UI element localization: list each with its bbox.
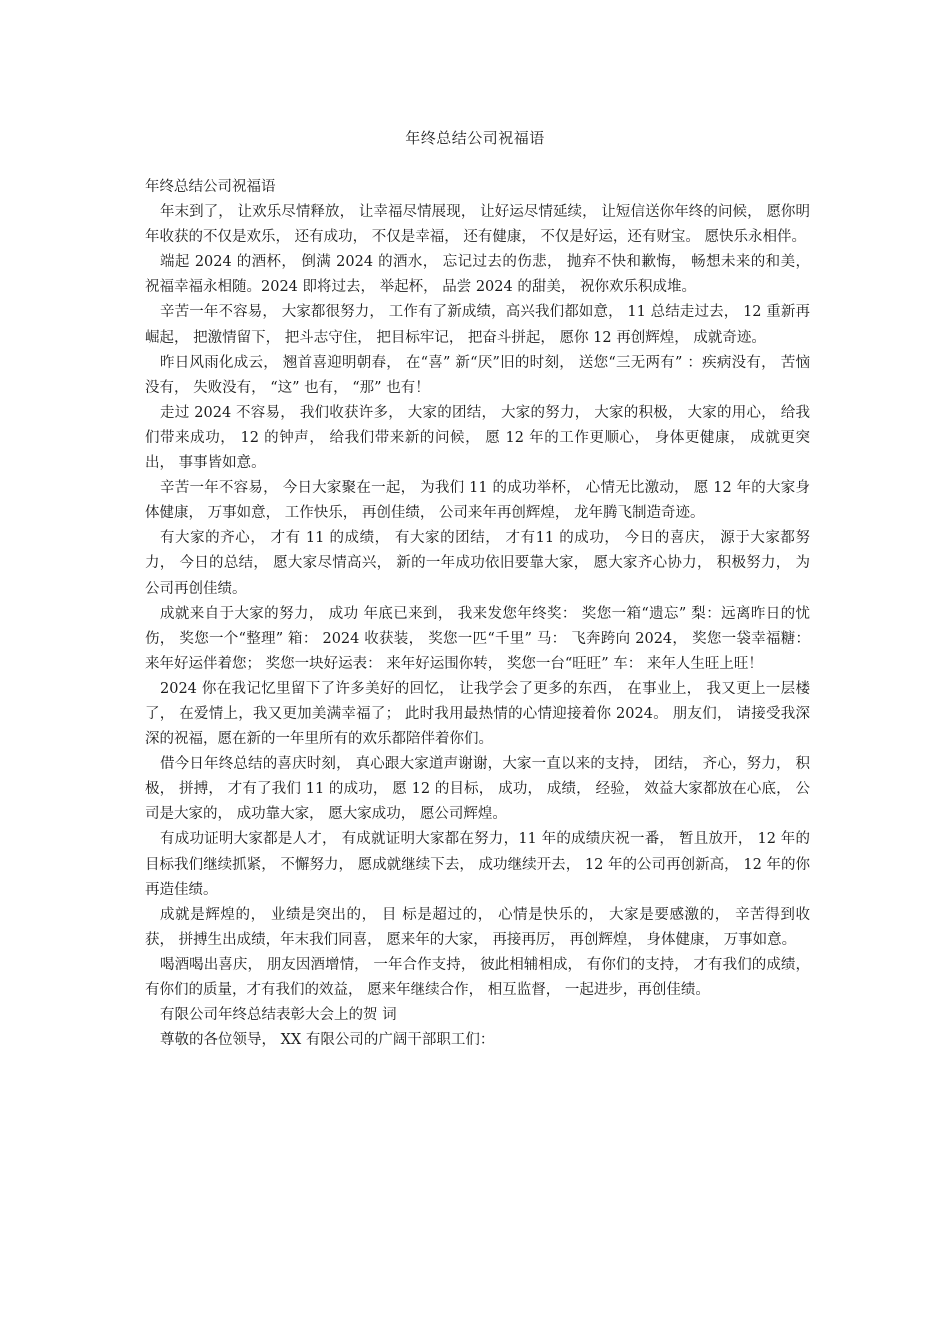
paragraph: 有成功证明大家都是人才， 有成就证明大家都在努力，11 年的成绩庆祝一番， 暂且放开， 12 年的目标我们继续抓紧， 不懈努力， 愿成就继续下去， 成功继续开去， 12 年的公司再创新高， 12 年的你再造佳绩。 (145, 831, 810, 898)
paragraph: 端起 2024 的酒杯， 倒满 2024 的酒水， 忘记过去的伤悲， 抛弃不快和歉悔， 畅想未来的和美， 祝福幸福永相随。2024 即将过去， 举起杯， 品尝 2024 的甜美， 祝你欢乐积成堆。 (145, 254, 810, 296)
document-body (145, 175, 810, 1053)
document-subtitle: 年终总结公司祝福语 (145, 179, 276, 195)
paragraph: 年末到了， 让欢乐尽情释放， 让幸福尽情展现， 让好运尽情延续， 让短信送你年终的问候， 愿你明年收获的不仅是欢乐， 还有成功， 不仅是幸福， 还有健康， 不仅是好运，还有财宝。 愿快乐永相伴。 (145, 204, 810, 246)
paragraph: 走过 2024 不容易， 我们收获许多， 大家的团结， 大家的努力， 大家的积极， 大家的用心， 给我们带来成功， 12 的钟声， 给我们带来新的问候， 愿 12 年的工作更顺心， 身体更健康， 成就更突出， 事事皆如意。 (145, 404, 810, 472)
paragraph: 成就是辉煌的， 业绩是突出的， 目 标是超过的， 心情是快乐的， 大家是要感激的， 辛苦得到收获， 拼搏生出成绩，年末我们同喜， 愿来年的大家， 再接再厉， 再创辉煌， 身体健康， 万事如意。 (145, 906, 810, 948)
paragraph: 成就来自于大家的努力， 成功 年底已来到， 我来发您年终奖： 奖您一箱“遗忘” 梨：远离昨日的忧伤， 奖您一个“整理” 箱： 2024 收获装， 奖您一匹“千里” 马： 飞奔跨向 2024， 奖您一袋幸福糖： 来年好运伴着您； 奖您一块好运表： 来年好运围你转， 奖您一台“旺旺” 车： 来年人生旺上旺！ (145, 605, 810, 672)
paragraph: 辛苦一年不容易， 大家都很努力， 工作有了新成绩，高兴我们都如意， 11 总结走过去， 12 重新再崛起， 把激情留下， 把斗志守住， 把目标牢记， 把奋斗拼起， 愿你 12 再创辉煌， 成就奇迹。 (145, 304, 810, 346)
paragraph: 借今日年终总结的喜庆时刻， 真心跟大家道声谢谢，大家一直以来的支持， 团结， 齐心，努力， 积极， 拼搏， 才有了我们 11 的成功， 愿 12 的目标， 成功， 成绩， 经验， 效益大家都放在心底， 公司是大家的， 成功靠大家， 愿大家成功， 愿公司辉煌。 (145, 756, 810, 823)
paragraph: 昨日风雨化成云， 翘首喜迎明朝春， 在“喜” 新“厌”旧的时刻， 送您“三无两有” ：疾病没有， 苦恼没有， 失败没有， “这” 也有， “那” 也有！ (145, 354, 810, 396)
salutation: 尊敬的各位领导， XX 有限公司的广阔干部职工们： (160, 1032, 495, 1049)
paragraph: 辛苦一年不容易， 今日大家聚在一起， 为我们 11 的成功举杯， 心情无比激动， 愿 12 年的大家身体健康， 万事如意， 工作快乐， 再创佳绩， 公司来年再创辉煌， 龙年腾飞制造奇迹。 (145, 480, 810, 522)
document-title: 年终总结公司祝福语 (405, 129, 545, 147)
paragraph: 喝酒喝出喜庆， 朋友因酒增情， 一年合作支持， 彼此相辅相成， 有你们的支持， 才有我们的成绩， 有你们的质量，才有我们的效益， 愿来年继续合作， 相互监督， 一起进步，再创佳绩。 (145, 956, 810, 998)
paragraph: 2024 你在我记忆里留下了许多美好的回忆， 让我学会了更多的东西， 在事业上， 我又更上一层楼了， 在爱情上，我又更加美满幸福了； 此时我用最热情的心情迎接着你 2024。 朋友们， 请接受我深深的祝福，愿在新的一年里所有的欢乐都陪伴着你们。 (145, 680, 810, 748)
paragraph: 有大家的齐心， 才有 11 的成绩， 有大家的团结， 才有11 的成功， 今日的喜庆， 源于大家都努力， 今日的总结， 愿大家尽情高兴， 新的一年成功依旧要靠大家， 愿大家齐心协力， 积极努力， 为公司再创佳绩。 (145, 530, 810, 597)
section-heading: 有限公司年终总结表彰大会上的贺 词 (160, 1007, 397, 1024)
